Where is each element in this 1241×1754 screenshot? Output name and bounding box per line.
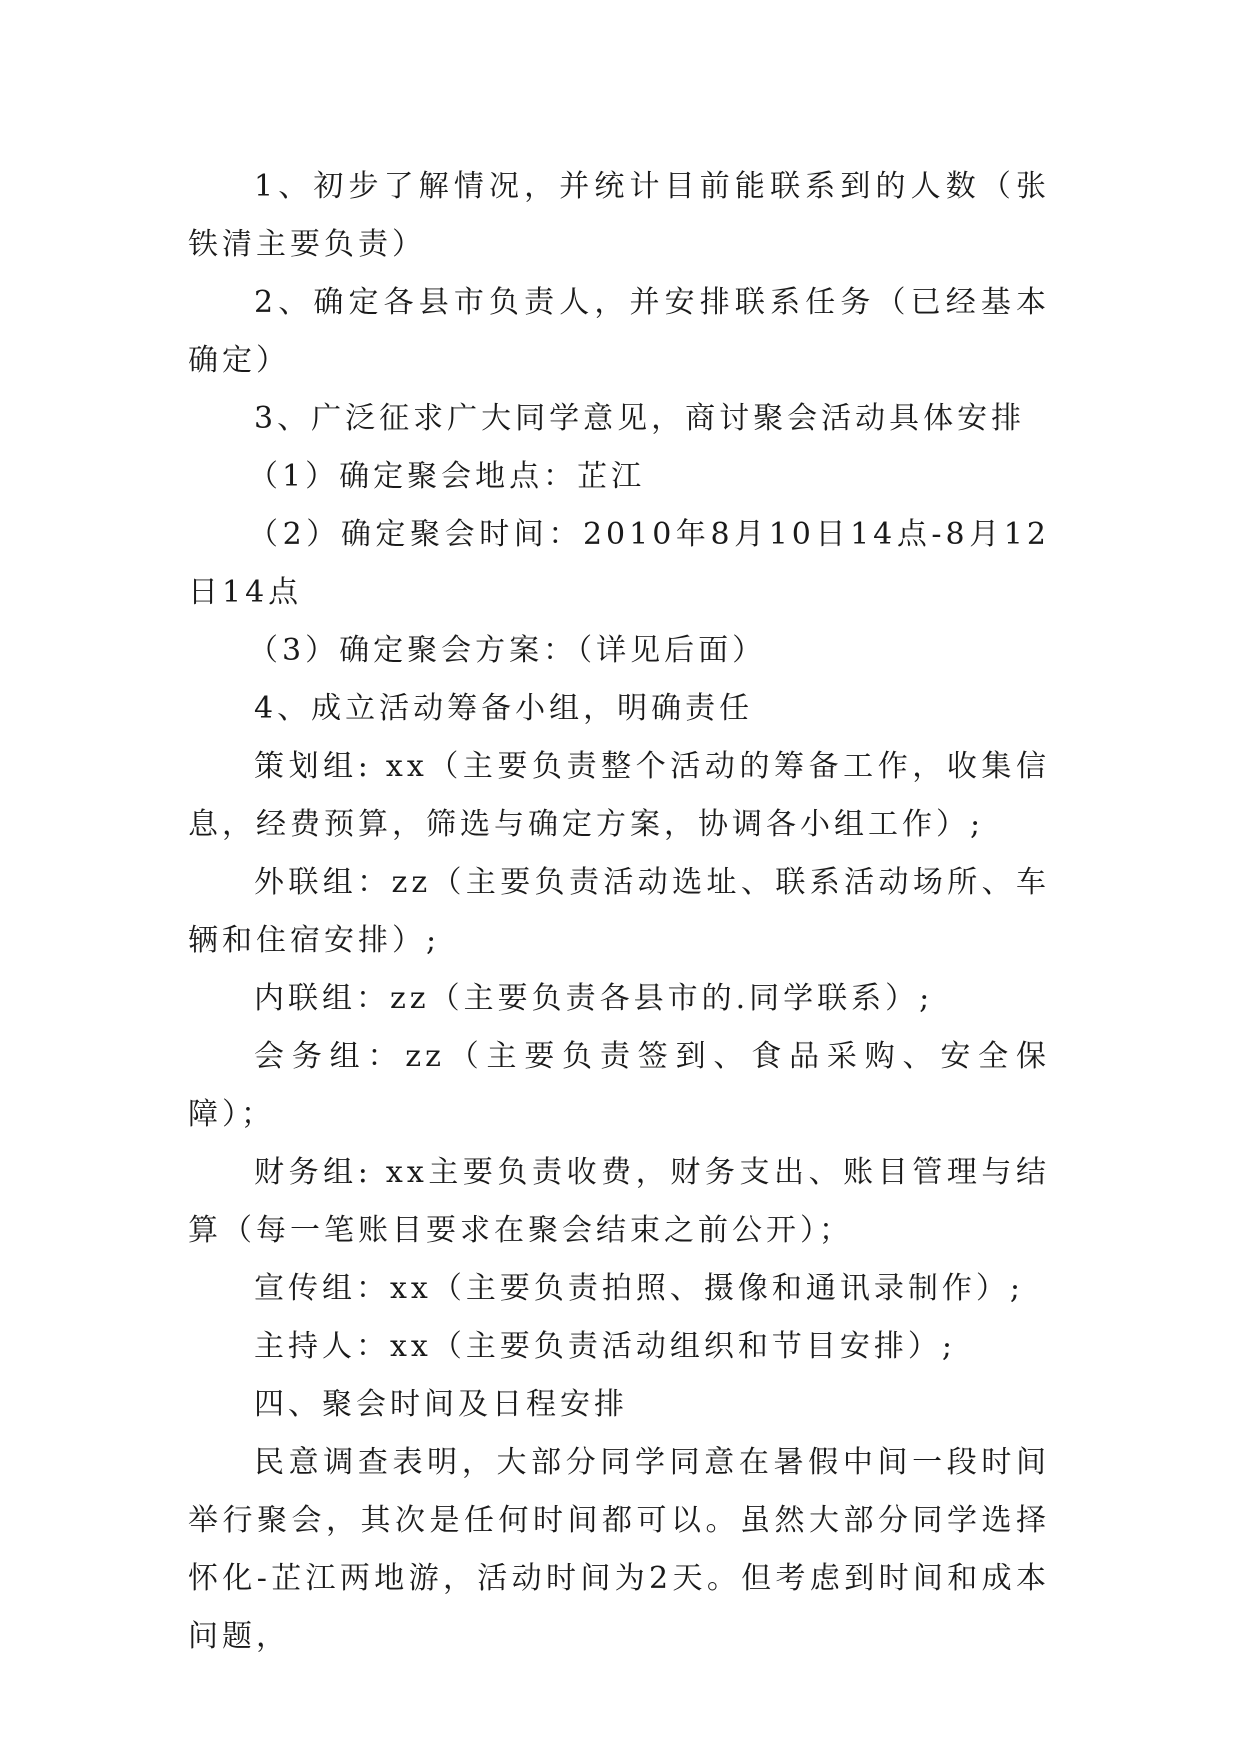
section-heading-schedule: 四、聚会时间及日程安排	[254, 1387, 628, 1422]
paragraph-internal-group: 内联组：zz（主要负责各县市的.同学联系）;	[254, 981, 934, 1016]
paragraph-step-4: 4、成立活动筹备小组，明确责任	[254, 691, 754, 726]
paragraph-survey: 民意调查表明，大部分同学同意在暑假中间一段时间举行聚会，其次是任何时间都可以。虽然大部分同学选择怀化-芷江两地游，活动时间为2天。但考虑到时间和成本问题，	[188, 1445, 1050, 1654]
paragraph-step-1: 1、初步了解情况，并统计目前能联系到的人数（张铁清主要负责）	[188, 169, 1050, 262]
paragraph-step-3: 3、广泛征求广大同学意见，商讨聚会活动具体安排	[254, 401, 1026, 436]
paragraph-external-group: 外联组：zz（主要负责活动选址、联系活动场所、车辆和住宿安排）;	[188, 865, 1050, 958]
document-body	[188, 158, 1050, 1666]
paragraph-substep-3: （3）确定聚会方案：（详见后面）	[248, 633, 767, 668]
paragraph-finance-group: 财务组: xx主要负责收费，财务支出、账目管理与结算（每一笔账目要求在聚会结束之前公开）；	[188, 1155, 1050, 1248]
paragraph-substep-2: （2）确定聚会时间：2010年8月10日14点-8月12日14点	[188, 517, 1050, 610]
paragraph-step-2: 2、确定各县市负责人，并安排联系任务（已经基本确定）	[188, 285, 1050, 378]
paragraph-affairs-group: 会务组：zz（主要负责签到、食品采购、安全保障）；	[188, 1039, 1050, 1132]
paragraph-host: 主持人：xx（主要负责活动组织和节目安排）;	[254, 1329, 956, 1364]
paragraph-substep-1: （1）确定聚会地点：芷江	[248, 459, 646, 494]
paragraph-publicity-group: 宣传组：xx（主要负责拍照、摄像和通讯录制作）;	[254, 1271, 1024, 1306]
paragraph-planning-group: 策划组: xx（主要负责整个活动的筹备工作，收集信息，经费预算，筛选与确定方案，协调各小组工作）;	[188, 749, 1050, 842]
